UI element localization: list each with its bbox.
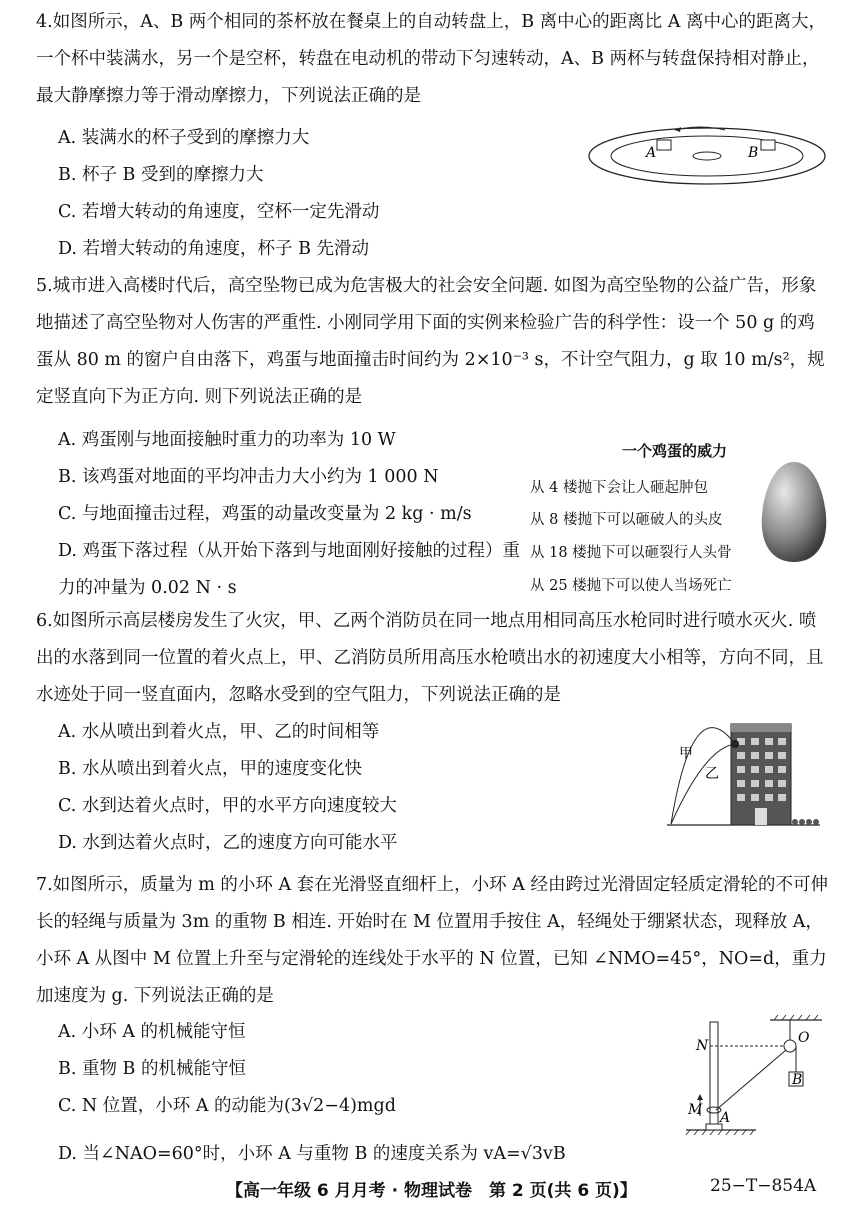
q6-option-a: A. 水从喷出到着火点，甲、乙的时间相等 — [58, 722, 380, 742]
q6-option-d: D. 水到达着火点时，乙的速度方向可能水平 — [58, 833, 398, 853]
label-yi: 乙 — [705, 766, 719, 782]
label-o: O — [798, 1030, 810, 1046]
cup-b-label: B — [748, 145, 759, 161]
footer-title: 【高一年级 6 月月考 · 物理试卷 第 2 页(共 6 页)】 — [226, 1181, 637, 1201]
turntable-figure — [585, 118, 830, 188]
q7-option-c: C. N 位置，小环 A 的动能为(3√2−4)mgd — [58, 1096, 396, 1116]
footer-code: 25−T−854A — [710, 1176, 817, 1196]
q7-option-d: D. 当∠NAO=60°时，小环 A 与重物 B 的速度关系为 vA=√3vB — [58, 1144, 566, 1164]
egg-ad-figure — [530, 436, 830, 606]
cup-a-label: A — [646, 145, 657, 161]
fire-building-figure — [665, 718, 825, 830]
q6-stem: 6.如图所示高层楼房发生了火灾，甲、乙两个消防员在同一地点用相同高压水枪同时进行喷水灭火. 喷出的水落到同一位置的着火点上，甲、乙消防员所用高压水枪喷出水的初速度大小相等，方向不同，且水迹处于同一竖直面内，忽略水受到的空气阻力，下列说法正确的是 — [36, 611, 824, 705]
label-a: A — [720, 1110, 731, 1126]
egg-ad-line-4: 从 25 楼抛下可以使人当场死亡 — [530, 578, 732, 594]
q6-option-b: B. 水从喷出到着火点，甲的速度变化快 — [58, 759, 362, 779]
egg-ad-line-3: 从 18 楼抛下可以砸裂行人头骨 — [530, 545, 732, 561]
q4-option-c: C. 若增大转动的角速度，空杯一定先滑动 — [58, 202, 380, 222]
egg-illustration — [758, 458, 830, 566]
q5-option-b: B. 该鸡蛋对地面的平均冲击力大小约为 1 000 N — [58, 467, 439, 487]
q4-stem: 4.如图所示，A、B 两个相同的茶杯放在餐桌上的自动转盘上，B 离中心的距离比 A 离中心的距离大，一个杯中装满水，另一个是空杯，转盘在电动机的带动下匀速转动，A、B 两杯与转盘保持相对静止，最大静摩擦力等于滑动摩擦力，下列说法正确的是 — [36, 12, 826, 106]
q7-stem: 7.如图所示，质量为 m 的小环 A 套在光滑竖直细杆上，小环 A 经由跨过光滑固定轻质定滑轮的不可伸长的轻绳与质量为 3m 的重物 B 相连. 开始时在 M 位置用手按住 A，轻绳处于绷紧状态，现释放 A，小环 A 从图中 M 位置上升至与定滑轮的连线处于水平的 N 位置，已知 ∠NMO=45°，NO=d，重力加速度为 g. 下列说法正确的是 — [36, 875, 828, 1006]
label-jia: 甲 — [679, 746, 693, 762]
q5-option-c: C. 与地面撞击过程，鸡蛋的动量改变量为 2 kg · m/s — [58, 504, 472, 524]
egg-ad-line-1: 从 4 楼抛下会让人砸起肿包 — [530, 480, 708, 496]
egg-ad-line-2: 从 8 楼抛下可以砸破人的头皮 — [530, 512, 723, 528]
q5-option-a: A. 鸡蛋刚与地面接触时重力的功率为 10 W — [58, 430, 396, 450]
q4-option-d: D. 若增大转动的角速度，杯子 B 先滑动 — [58, 239, 370, 259]
label-m: M — [688, 1102, 703, 1118]
q6-option-c: C. 水到达着火点时，甲的水平方向速度较大 — [58, 796, 397, 816]
label-n: N — [696, 1038, 709, 1054]
q4-option-b: B. 杯子 B 受到的摩擦力大 — [58, 165, 264, 185]
q7-option-a: A. 小环 A 的机械能守恒 — [58, 1022, 246, 1042]
pulley-figure — [672, 1014, 832, 1142]
q5-stem: 5.城市进入高楼时代后，高空坠物已成为危害极大的社会安全问题. 如图为高空坠物的公益广告，形象地描述了高空坠物对人伤害的严重性. 小刚同学用下面的实例来检验广告的科学性：设一个 50 g 的鸡蛋从 80 m 的窗户自由落下，鸡蛋与地面撞击时间约为 2×10⁻³ s，不计空气阻力，g 取 10 m/s²，规定竖直向下为正方向. 则下列说法正确的是 — [36, 276, 825, 407]
egg-ad-title: 一个鸡蛋的威力 — [622, 442, 728, 460]
label-b: B — [792, 1072, 803, 1088]
q7-option-b: B. 重物 B 的机械能守恒 — [58, 1059, 246, 1079]
q5-option-d: D. 鸡蛋下落过程（从开始下落到与地面刚好接触的过程）重力的冲量为 0.02 N · s — [58, 541, 521, 598]
q4-option-a: A. 装满水的杯子受到的摩擦力大 — [58, 128, 310, 148]
